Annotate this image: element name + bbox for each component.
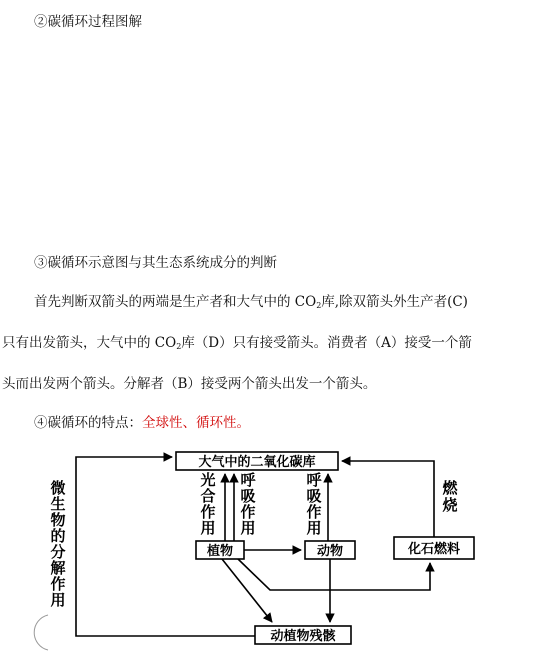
microbe-char: 的 [50, 527, 66, 545]
photosynthesis-char: 用 [200, 519, 216, 537]
respiration-char: 作 [240, 503, 256, 521]
corner-decoration [34, 615, 48, 650]
respiration-char: 吸 [240, 487, 256, 505]
paragraph-line-3: 头而出发两个箭头。分解者（B）接受两个箭头出发一个箭头。 [2, 376, 377, 392]
para-l2-a: 只有出发箭头，大气中的 CO [2, 335, 177, 351]
burning-char: 烧 [442, 496, 458, 514]
para-l1-b: 库,除双箭头外生产者(C) [321, 294, 468, 310]
photosynthesis-char: 光 [200, 471, 216, 489]
heading-carbon-cycle-judgement: ③碳循环示意图与其生态系统成分的判断 [34, 255, 277, 271]
respiration-char: 作 [306, 503, 322, 521]
respiration-char: 呼 [240, 471, 256, 489]
microbe-char: 用 [50, 591, 66, 609]
plant-label: 植物 [206, 544, 234, 559]
microbe-char: 生 [50, 495, 66, 513]
respiration-char: 用 [306, 519, 322, 537]
microbe-char: 解 [50, 559, 66, 577]
para-l2-b: 库（D）只有接受箭头。消费者（A）接受一个箭 [181, 335, 472, 351]
fossil-fuel-label: 化石燃料 [407, 542, 461, 557]
features-highlight: 全球性、循环性。 [142, 415, 250, 431]
microbe-char: 作 [50, 575, 66, 593]
microbe-char: 物 [50, 511, 66, 529]
photosynthesis-char: 合 [200, 487, 216, 505]
respiration-char: 呼 [306, 471, 322, 489]
respiration-char: 吸 [306, 487, 322, 505]
co2-subscript: 2 [316, 301, 322, 310]
respiration-char: 用 [240, 519, 256, 537]
plant-to-fossil-arrow [238, 559, 430, 590]
heading-carbon-cycle-process: ②碳循环过程图解 [34, 14, 142, 30]
para-l1-a: 首先判断双箭头的两端是生产者和大气中的 CO [34, 294, 317, 310]
features-prefix: ④碳循环的特点： [34, 415, 142, 431]
residue-label: 动植物残骸 [270, 629, 336, 644]
co2-subscript: 2 [176, 342, 182, 351]
microbe-char: 分 [50, 543, 66, 561]
animal-label: 动物 [316, 544, 344, 559]
burning-char: 燃 [442, 479, 458, 497]
atmosphere-label: 大气中的二氧化碳库 [198, 455, 316, 470]
microbe-char: 微 [50, 479, 66, 497]
burning-arrow [342, 461, 434, 537]
photosynthesis-char: 作 [200, 503, 216, 521]
